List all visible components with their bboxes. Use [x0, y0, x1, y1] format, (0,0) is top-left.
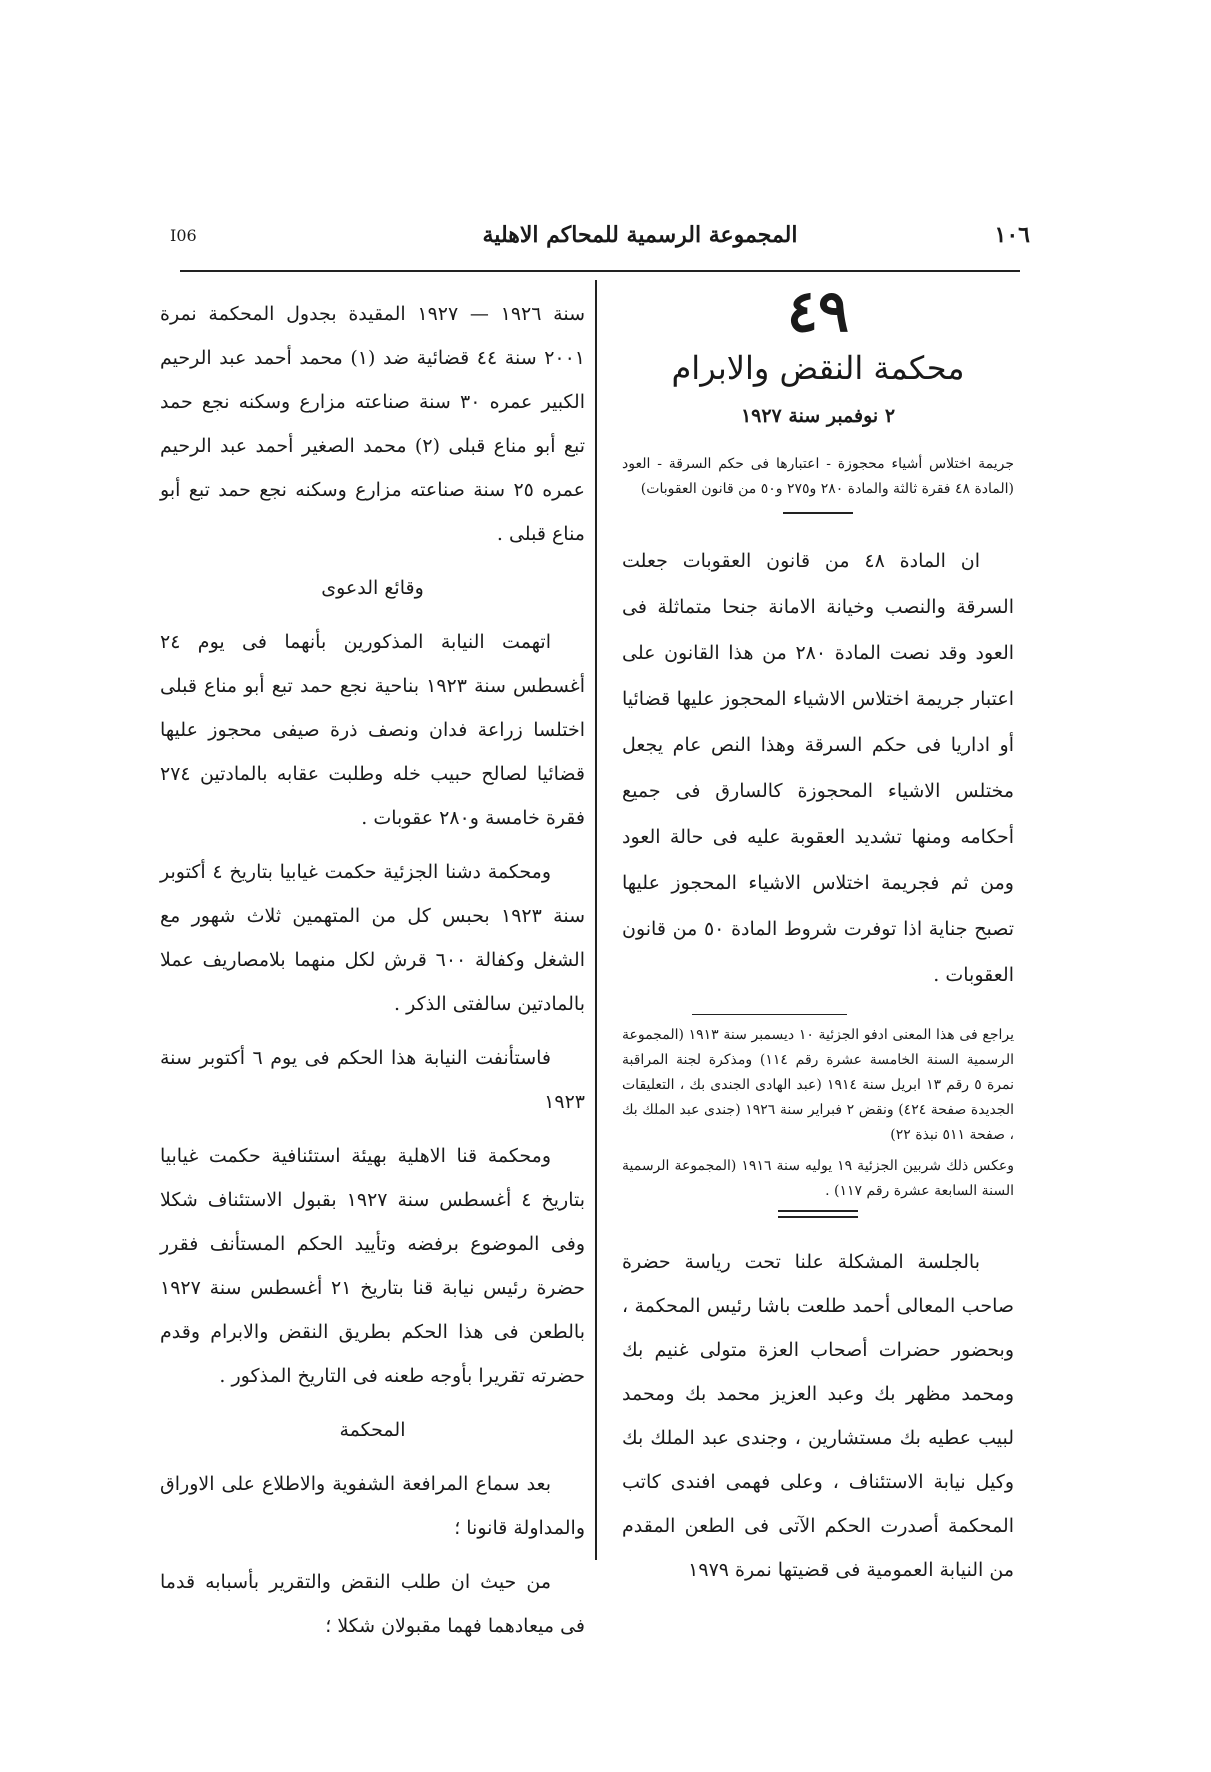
court-name: محكمة النقض والابرام — [671, 349, 965, 387]
right-column — [622, 278, 1014, 1602]
summary-rule — [783, 512, 853, 514]
facts-paragraph: ومحكمة قنا الاهلية بهيئة استئنافية حكمت غيابيا بتاريخ ٤ أغسطس سنة ١٩٢٧ بقبول الاستئناف شكلا وفى الموضوع برفضه وتأييد الحكم المستأنف فقرر حضرة رئيس نيابة قنا بتاريخ ٢١ أغسطس سنة ١٩٢٧ بالطعن فى هذا الحكم بطريق النقض والابرام وقدم حضرته تقريرا بأوجه طعنه فى التاريخ المذكور . — [160, 1145, 586, 1387]
column-divider — [595, 280, 597, 1560]
running-title: المجموعة الرسمية للمحاكم الاهلية — [482, 222, 798, 248]
legal-principle: ان المادة ٤٨ من قانون العقوبات جعلت السرقة والنصب وخيانة الامانة جنحا متماثلة فى العود وقد نصت المادة ٢٨٠ من هذا القانون على اعتبار جريمة اختلاس الاشياء المحجوز عليها قضائيا أو اداريا فى حكم السرقة وهذا النص عام يجعل مختلس الاشياء المحجوزة كالسارق فى جميع أحكامه ومنها تشديد العقوبة عليه فى حالة العود ومن ثم فجريمة اختلاس الاشياء المحجوز عليها تصبح جناية اذا توفرت شروط المادة ٥٠ من قانون العقوبات . — [622, 550, 1015, 986]
facts-paragraph: فاستأنفت النيابة هذا الحكم فى يوم ٦ أكتوبر سنة ١٩٢٣ — [160, 1047, 585, 1113]
court-paragraph: من حيث ان طلب النقض والتقرير بأسبابه قدما فى ميعادهما فهما مقبولان شكلا ؛ — [160, 1571, 585, 1637]
court-heading: المحكمة — [339, 1419, 406, 1441]
left-column — [160, 292, 585, 1658]
session-paragraph: بالجلسة المشكلة علنا تحت رياسة حضرة صاحب المعالى أحمد طلعت باشا رئيس المحكمة ، وبحضور حضرات أصحاب العزة متولى غنيم بك ومحمد مظهر بك وعبد العزيز محمد بك ومحمد لبيب عطيه بك مستشارين ، وجندى عبد الملك بك وكيل نيابة الاستئناف ، وعلى فهمى افندى كاتب المحكمة أصدرت الحكم الآتى فى الطعن المقدم من النيابة العمومية فى قضيتها نمرة ١٩٧٩ — [622, 1251, 1014, 1581]
section-double-rule — [778, 1210, 858, 1218]
footnote-rule — [692, 1014, 847, 1015]
case-parties: سنة ١٩٢٦ — ١٩٢٧ المقيدة بجدول المحكمة نمرة ٢٠٠١ سنة ٤٤ قضائية ضد (١) محمد أحمد عبد الرحيم الكبير عمره ٣٠ سنة صناعته مزارع وسكنه نجع حمد تبع أبو مناع قبلى (٢) محمد الصغير أحمد عبد الرحيم عمره ٢٥ سنة صناعته مزارع وسكنه نجع حمد تبع أبو مناع قبلى . — [160, 303, 586, 545]
page-number-latin: I06 — [170, 226, 197, 245]
case-number: ٤٩ — [786, 277, 850, 345]
case-summary: جريمة اختلاس أشياء محجوزة - اعتبارها فى حكم السرقة - العود (المادة ٤٨ فقرة ثالثة والمادة ٢٨٠ و٢٧٥ و٥٠ من قانون العقوبات) — [622, 456, 1014, 497]
facts-paragraph: اتهمت النيابة المذكورين بأنهما فى يوم ٢٤ أغسطس سنة ١٩٢٣ بناحية نجع حمد تبع أبو مناع قبلى اختلسا زراعة فدان ونصف ذرة صيفى محجوز عليها قضائيا لصالح حبيب خله وطلبت عقابه بالمادتين ٢٧٤ فقرة خامسة و٢٨٠ عقوبات . — [160, 631, 585, 829]
header-rule — [180, 270, 1020, 272]
page-header — [170, 220, 1030, 260]
footnote-reference: يراجع فى هذا المعنى ادفو الجزئية ١٠ ديسمبر سنة ١٩١٣ (المجموعة الرسمية السنة الخامسة عشرة رقم ١١٤) ومذكرة لجنة المراقبة نمرة ٥ رقم ١٣ ابريل سنة ١٩١٤ (عبد الهادى الجندى بك ، التعليقات الجديدة صفحة ٤٢٤) ونقض ٢ فبراير سنة ١٩٢٦ (جندى عبد الملك بك ، صفحة ٥١١ نبذة ٢٢) — [622, 1027, 1015, 1143]
facts-paragraph: ومحكمة دشنا الجزئية حكمت غيابيا بتاريخ ٤ أكتوبر سنة ١٩٢٣ بحبس كل من المتهمين ثلاث شهور مع الشغل وكفالة ٦٠٠ قرش لكل منهما بلامصاريف عملا بالمادتين سالفتى الذكر . — [160, 861, 585, 1015]
facts-heading: وقائع الدعوى — [321, 577, 424, 599]
footnote-contrary: وعكس ذلك شربين الجزئية ١٩ يوليه سنة ١٩١٦ (المجموعة الرسمية السنة السابعة عشرة رقم ١١٧) . — [622, 1158, 1015, 1199]
court-paragraph: بعد سماع المرافعة الشفوية والاطلاع على الاوراق والمداولة قانونا ؛ — [160, 1473, 585, 1539]
judgment-date: ٢ نوفمبر سنة ١٩٢٧ — [740, 405, 896, 427]
page-number-arabic: ١٠٦ — [994, 222, 1030, 248]
